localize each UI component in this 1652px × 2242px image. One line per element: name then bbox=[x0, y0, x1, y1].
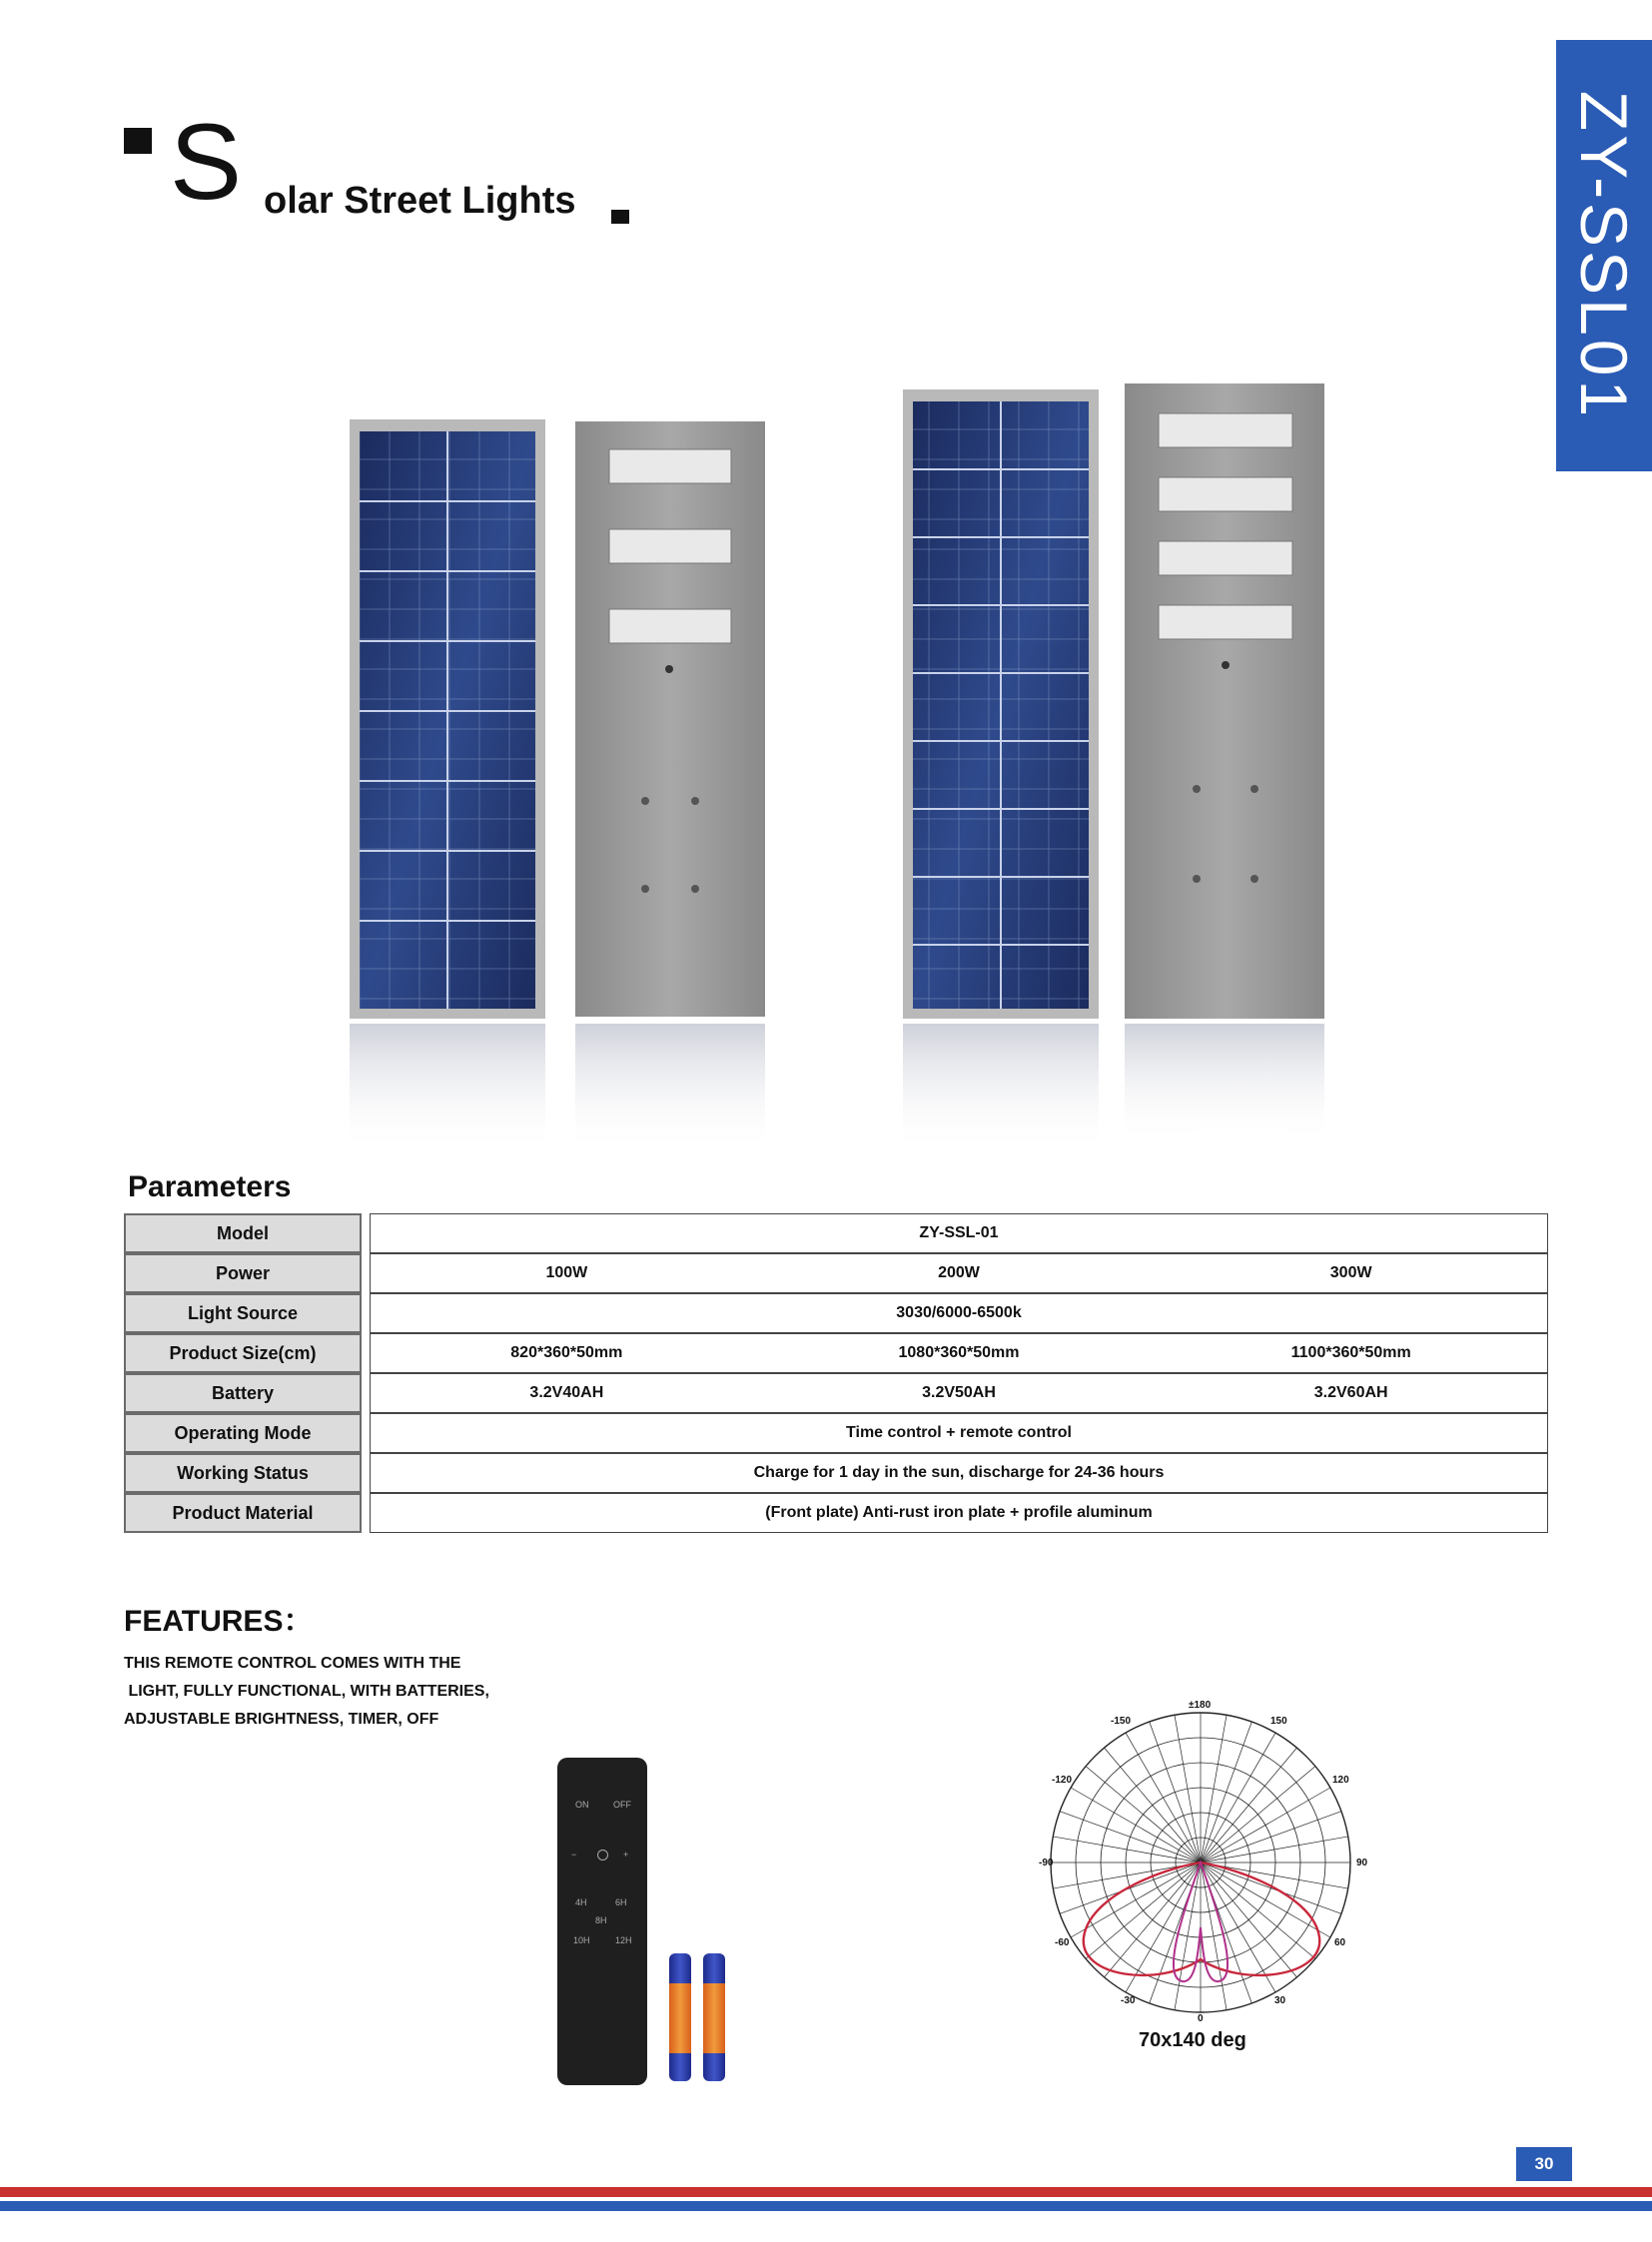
angle-label: -60 bbox=[1055, 1937, 1070, 1948]
angle-label: 0 bbox=[1198, 2013, 1204, 2024]
remote-minus-label: − bbox=[571, 1850, 577, 1860]
angle-label: -30 bbox=[1121, 1995, 1136, 2006]
table-row bbox=[124, 1453, 1548, 1493]
parameters-title: Parameters bbox=[128, 1170, 292, 1203]
features-line: LIGHT, FULLY FUNCTIONAL, WITH BATTERIES, bbox=[124, 1683, 489, 1700]
battery-value: 3.2V40AH bbox=[529, 1384, 604, 1401]
features-title: FEATURES： bbox=[124, 1605, 314, 1638]
product-size-value: 820*360*50mm bbox=[510, 1344, 623, 1361]
table-row bbox=[124, 1333, 1548, 1373]
footer-red-stripe bbox=[0, 2187, 1652, 2197]
battery-image bbox=[669, 1953, 691, 2081]
row-label-product-size: Product Size(cm) bbox=[124, 1333, 362, 1373]
remote-12h-label: 12H bbox=[615, 1935, 632, 1945]
power-value: 200W bbox=[938, 1264, 980, 1281]
product-photo bbox=[330, 370, 1348, 1168]
remote-off-label: OFF bbox=[613, 1800, 631, 1810]
diagram-caption: 70x140 deg bbox=[1139, 2029, 1246, 2051]
features-description bbox=[124, 1650, 643, 1734]
angle-label: -90 bbox=[1039, 1858, 1054, 1868]
light-distribution-diagram bbox=[1039, 1698, 1398, 2067]
battery-value: 3.2V60AH bbox=[1313, 1384, 1388, 1401]
page-number: 30 bbox=[1516, 2147, 1572, 2181]
angle-label: 60 bbox=[1334, 1937, 1346, 1948]
title-square-mark bbox=[124, 128, 152, 154]
distribution-curve-wide bbox=[1084, 1863, 1319, 1975]
table-row bbox=[124, 1213, 1548, 1253]
remote-8h-label: 8H bbox=[595, 1915, 607, 1925]
battery-values bbox=[370, 1373, 1548, 1413]
angle-label: 120 bbox=[1332, 1775, 1349, 1786]
angle-label: ±180 bbox=[1189, 1700, 1212, 1711]
angle-label: -120 bbox=[1052, 1775, 1073, 1786]
row-label-battery: Battery bbox=[124, 1373, 362, 1413]
product-size-value: 1100*360*50mm bbox=[1290, 1344, 1411, 1361]
table-row bbox=[124, 1413, 1548, 1453]
angle-label: 90 bbox=[1356, 1858, 1368, 1868]
parameters-table bbox=[124, 1213, 1548, 1533]
model-side-tab bbox=[1556, 40, 1652, 471]
product-size-value: 1080*360*50mm bbox=[898, 1344, 1020, 1361]
remote-4h-label: 4H bbox=[575, 1897, 587, 1907]
footer-blue-stripe bbox=[0, 2201, 1652, 2211]
operating-mode-value: Time control + remote control bbox=[370, 1413, 1548, 1453]
remote-6h-label: 6H bbox=[615, 1897, 627, 1907]
product-material-value: (Front plate) Anti-rust iron plate + profile aluminum bbox=[370, 1493, 1548, 1533]
power-values bbox=[370, 1253, 1548, 1293]
angle-label: 30 bbox=[1274, 1995, 1286, 2006]
remote-on-label: ON bbox=[575, 1800, 589, 1810]
power-value: 300W bbox=[1329, 1264, 1372, 1281]
row-label-working-status: Working Status bbox=[124, 1453, 362, 1493]
table-row bbox=[124, 1493, 1548, 1533]
battery-image bbox=[703, 1953, 725, 2081]
product-size-values bbox=[370, 1333, 1548, 1373]
row-label-operating-mode: Operating Mode bbox=[124, 1413, 362, 1453]
angle-label: -150 bbox=[1111, 1716, 1132, 1727]
features-line: THIS REMOTE CONTROL COMES WITH THE bbox=[124, 1655, 461, 1672]
power-value: 100W bbox=[545, 1264, 588, 1281]
working-status-value: Charge for 1 day in the sun, discharge for 24-36 hours bbox=[370, 1453, 1548, 1493]
remote-plus-label: + bbox=[623, 1850, 629, 1860]
table-row bbox=[124, 1253, 1548, 1293]
remote-10h-label: 10H bbox=[573, 1935, 590, 1945]
page-title: olar Street Lights bbox=[264, 180, 576, 222]
angle-label: 150 bbox=[1270, 1716, 1287, 1727]
model-value: ZY-SSL-01 bbox=[370, 1213, 1548, 1253]
row-label-light-source: Light Source bbox=[124, 1293, 362, 1333]
row-label-power: Power bbox=[124, 1253, 362, 1293]
row-label-product-material: Product Material bbox=[124, 1493, 362, 1533]
light-source-value: 3030/6000-6500k bbox=[370, 1293, 1548, 1333]
table-row bbox=[124, 1373, 1548, 1413]
remote-control-image bbox=[557, 1758, 647, 2085]
title-end-mark bbox=[611, 210, 629, 224]
features-line: ADJUSTABLE BRIGHTNESS, TIMER, OFF bbox=[124, 1711, 439, 1728]
table-row bbox=[124, 1293, 1548, 1333]
title-initial: S bbox=[170, 101, 243, 222]
battery-value: 3.2V50AH bbox=[922, 1384, 996, 1401]
model-side-tab-label: ZY-SSL01 bbox=[1567, 90, 1641, 421]
remote-center-icon bbox=[597, 1850, 608, 1861]
row-label-model: Model bbox=[124, 1213, 362, 1253]
